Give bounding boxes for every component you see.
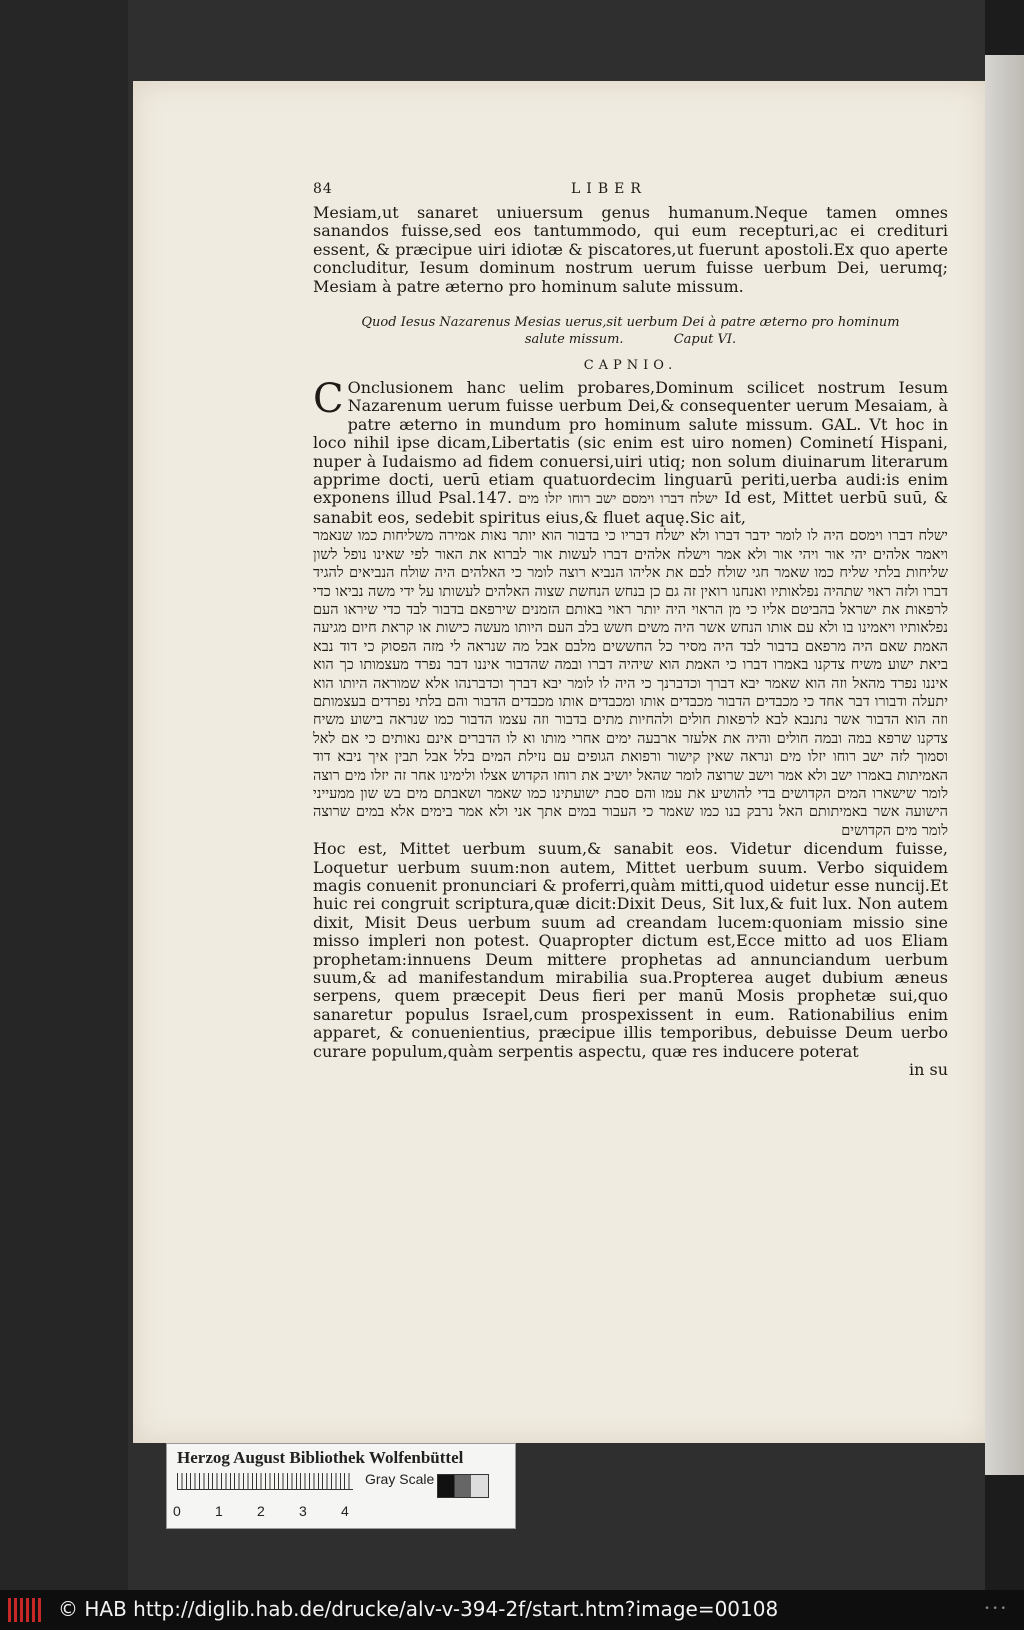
paragraph-3: Hoc est, Mittet uerbum suum,& sanabit eos. Videtur dicendum fuisse, Loquetur uerbum suum:non autem, Mittet uerbum suum. Verbo siquidem magis conuenit pronunciari & proferri,quàm mitti,quod uidetur esse nuncij.Et huic rei congruit scriptura,quæ dicit:Dixit Deus, Sit lux,& fuit lux. Non autem dixit, Misit Deus uerbum suum ad creandam lucem:quoniam missio sine misso impleri non potest. Quapropter dictum est,Ecce mitto ad uos Eliam prophetam:innuens Deum mittere prophetas ad annunciandum uerbum suum,& ad manifestandum mirabilia sua.Propterea auget dubium æneus serpens, quem præcepit Deus fieri per manū Mosis prophetæ sui,quo sanaretur populus Israel,cum prospexissent in eum. Rationabilius enim apparet, & conuenientius, præcipue illis temporibus, debuisse Deum uerbo curare populum,quàm serpentis aspectu, quæ res inducere poterat [313,839,948,1061]
ruler-number: 1 [215,1503,223,1519]
chapter-title: Quod Iesus Nazarenus Mesias uerus,sit uerbum Dei à patre æterno pro hominum [361,315,900,331]
ruler-number: 0 [173,1503,181,1519]
paragraph-1: Mesiam,ut sanaret uniuersum genus humanum.Neque tamen omnes sanandos fuisse,sed eos tantummodo, qui eum recepturi,ac ei credituri essent, & præcipue uiri idiotæ & piscatores,ut fuerunt apostoli.Ex quo aperte concluditur, Iesum dominum nostrum uerum fuisse uerbum Dei, uerumq; Mesiam à patre æterno pro hominum salute missum. [313,203,948,296]
footer-bar [0,1590,1024,1630]
next-page-edge [985,55,1024,1475]
page-text-block [313,181,948,1079]
library-name: Herzog August Bibliothek Wolfenbüttel [177,1448,464,1467]
running-title: LIBER [571,181,647,197]
paragraph-2 [313,376,949,527]
chapter-subtitle [313,331,948,348]
paragraph-2-text: Onclusionem hanc uelim probares,Dominum scilicet nostrum Iesum Nazarenum uerum fuisse uerbum Dei,& consequenter uerum Mesaiam, à patre æterno in mundum pro hominum salute missum. GAL. Vt hoc in loco nihil ipse dicam,Libertatis (sic enim est uiro nomen) Cominetí Hispani, nuper à Iudaismo ad fidem conuersi,uiri utiq; non solum diuinarum literarum apprime docti, uerū etiam quatuordecim linguarū periti,uerba audi:is enim exponens illud Psal.147. [313,378,948,508]
hab-logo-icon [6,1596,44,1624]
ruler-scale [177,1473,353,1490]
book-page [133,81,985,1443]
catchword: in su [908,1060,948,1080]
hebrew-passage: ישלח דברו וימסם היה לו לומר ידבר דברו ולא ישלח דבריו כי בדבור הוא יותר נאות אמירה משליחות כמו שנאמר ויאמר אלהים יהי אור ויהי אור ולא אמר וישלח אלהים דברו לעשות אור לברוא את האור לפי שאינו נופל לשון שליחות בלתי שליח כמו שאמר חגי שולח לבם את אליהו הנביא רוצה לומר כי האלהים היה שולח הנביאים להגיד דברו ולזה ראוי שתהיה נפלאותיו ואנחנו רואין זה גם כן בנחש הנחשת שצוה האלהים לעשותו על ידי משה נביאו כדי לרפאות את ישראל בהביטם אליו כי מן הראוי היה יותר ראוי באותם הזמנים שירפאם בדבור לבד כדי שיראו העם נפלאותיו ויאמינו בו ולא עם אותו הנחש אשר היה משים חשש בלב העם היותו מעשה כישות או קראת חיום מגיעה האמת שאם היה מרפאם בדבור לבד היה מסיר כל החששים מלבם אבל מה שנראה לי מזה הפסוק כי דוד נבא ביאת ישוע משיח צדקנו באמרו דברו כי האמת הוא שיהיה דברו ובמה שהדבור איננו דבר נפרד מעצמותו כך הוא איננו נפרד מהאל וזה הוא שאמר יבא דברך וכדברנך כי היה לו לומר יבא דברך וכדברנהו אלא שמוראה היותו הוא יתעלה ודבורו דבר אחד כי מכבדים הדבור מכבדים אותו ומכבדים אותו מכבדים הדבור והם בלתי נפרדים בעצמותם וזה הוא הדבור אשר נתנבא לבא לרפאות חולים ולהחיות מתים בדבור וזה עצמו הדבור כמו שנראה בישוע משיח צדקנו שרפא במה ובמה חולים והיה את אלעזר ארבעה ימים אחרי מותו וא לו הדברים אינם נאותים כי אם לאל וסמוך לזה ישב רוחו יזלו מים ונראה שאין קישור ורפואת הגופים עם נזילת המים בלל אבל תבין איך ניבא דוד האמיתות באמרו ישב ולא אמר וישב שרוצה לומר שהאל יושיב את רוחו הקדוש אצלו ולימינו אחר זה יזלו מים רוצה לומר שישארו המים הקדושים בדי להושיע את עמו והם סבת ישועתינו כמו שאמר ושאבתם מים בש שון ממעייני הישועה אשר באמיתותם האל נרבק בנו כמו שאמר כי העבור במים אתך אני ולא אמר בימים אלא במים שרוצה לומר מים הקדושים [313,528,948,839]
gray-scale-label: Gray Scale [365,1471,435,1487]
ruler-numbers [173,1503,363,1519]
ruler-number: 4 [341,1503,349,1519]
drop-capital: C [313,376,344,423]
footer-dots: • • • [984,1604,1006,1614]
folio-number: 84 [313,181,333,197]
footer-link[interactable]: © HAB http://diglib.hab.de/drucke/alv-v-394-2f/start.htm?image=00108 [58,1597,779,1621]
paragraph-2-continued: Id est, Mittet uerbū suū, & sanabit eos, sedebit spiritus eius,& fluet aquę.Sic ait, [313,488,949,527]
book-board-left [0,0,128,1590]
ruler-number: 3 [299,1503,307,1519]
color-ruler-card [166,1443,516,1529]
chapter-number: Caput VI. [673,332,737,348]
chapter-title-continued: salute missum. [524,332,624,348]
gray-scale-patches [437,1474,489,1498]
speaker-name: CAPNIO. [583,358,678,374]
ruler-number: 2 [257,1503,265,1519]
hebrew-quote: ישלח דברו וימסם ישב רוחו יזלו מים [518,491,719,508]
running-head [313,181,948,201]
